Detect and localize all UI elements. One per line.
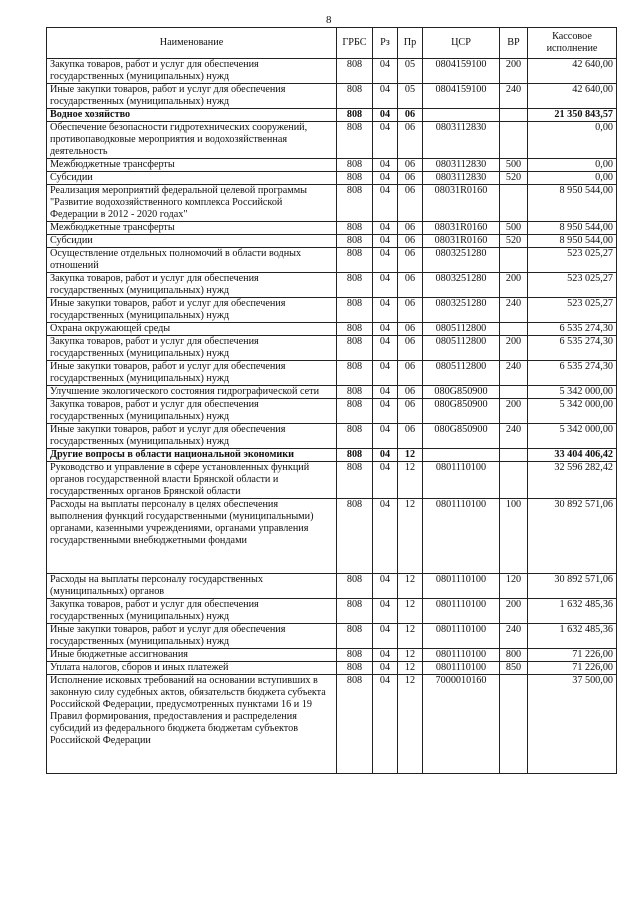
cell-csr: 0801110100 xyxy=(423,624,500,649)
cell-vr: 100 xyxy=(500,499,528,574)
cell-rz: 04 xyxy=(373,159,398,172)
cell-vr xyxy=(500,449,528,462)
table-row xyxy=(47,499,617,574)
cell-name: Иные закупки товаров, работ и услуг для обеспечения государственных (муниципальных) нужд xyxy=(47,624,337,649)
header-csr: ЦСР xyxy=(423,28,500,59)
cell-grbs: 808 xyxy=(337,159,373,172)
cell-amount: 37 500,00 xyxy=(528,675,617,774)
cell-amount: 6 535 274,30 xyxy=(528,323,617,336)
cell-grbs: 808 xyxy=(337,361,373,386)
cell-vr: 500 xyxy=(500,222,528,235)
cell-rz: 04 xyxy=(373,662,398,675)
cell-rz: 04 xyxy=(373,449,398,462)
cell-amount: 6 535 274,30 xyxy=(528,336,617,361)
cell-rz: 04 xyxy=(373,323,398,336)
cell-grbs: 808 xyxy=(337,662,373,675)
cell-rz: 04 xyxy=(373,624,398,649)
cell-pr: 06 xyxy=(398,361,423,386)
cell-csr: 080G850900 xyxy=(423,386,500,399)
cell-amount: 30 892 571,06 xyxy=(528,499,617,574)
cell-name: Охрана окружающей среды xyxy=(47,323,337,336)
cell-name: Иные закупки товаров, работ и услуг для обеспечения государственных (муниципальных) нужд xyxy=(47,298,337,323)
cell-amount: 1 632 485,36 xyxy=(528,599,617,624)
cell-vr: 520 xyxy=(500,235,528,248)
cell-grbs: 808 xyxy=(337,499,373,574)
cell-name: Водное хозяйство xyxy=(47,109,337,122)
cell-rz: 04 xyxy=(373,574,398,599)
table-row xyxy=(47,159,617,172)
cell-pr: 06 xyxy=(398,424,423,449)
cell-pr: 06 xyxy=(398,399,423,424)
cell-vr: 120 xyxy=(500,574,528,599)
cell-name: Иные закупки товаров, работ и услуг для обеспечения государственных (муниципальных) нужд xyxy=(47,84,337,109)
cell-grbs: 808 xyxy=(337,273,373,298)
cell-grbs: 808 xyxy=(337,462,373,499)
cell-name: Исполнение исковых требований на основании вступивших в законную силу судебных актов, обязательств бюджета субъекта Российской Федерации, предусмотренных пунктами 16 и 19 Правил формирования, предоставления и распределения субсидий из федерального бюджета бюджетам субъектов Российской Федерации xyxy=(47,675,337,774)
cell-pr: 06 xyxy=(398,336,423,361)
table-row xyxy=(47,361,617,386)
cell-name: Субсидии xyxy=(47,172,337,185)
cell-vr: 240 xyxy=(500,424,528,449)
cell-rz: 04 xyxy=(373,361,398,386)
cell-name: Закупка товаров, работ и услуг для обеспечения государственных (муниципальных) нужд xyxy=(47,399,337,424)
cell-vr xyxy=(500,248,528,273)
table-row xyxy=(47,399,617,424)
table-row xyxy=(47,122,617,159)
cell-vr xyxy=(500,185,528,222)
cell-pr: 12 xyxy=(398,662,423,675)
cell-rz: 04 xyxy=(373,599,398,624)
cell-csr: 0803251280 xyxy=(423,298,500,323)
table-row xyxy=(47,323,617,336)
cell-vr: 800 xyxy=(500,649,528,662)
cell-rz: 04 xyxy=(373,185,398,222)
header-name: Наименование xyxy=(47,28,337,59)
cell-grbs: 808 xyxy=(337,386,373,399)
cell-amount: 30 892 571,06 xyxy=(528,574,617,599)
cell-grbs: 808 xyxy=(337,248,373,273)
cell-name: Расходы на выплаты персоналу в целях обеспечения выполнения функций государственными (муниципальными) органами, казенными учреждениями, органами управления государственными внебюджетными фондами xyxy=(47,499,337,574)
cell-name: Закупка товаров, работ и услуг для обеспечения государственных (муниципальных) нужд xyxy=(47,336,337,361)
cell-csr: 0801110100 xyxy=(423,649,500,662)
table-row xyxy=(47,336,617,361)
table-row xyxy=(47,235,617,248)
cell-pr: 05 xyxy=(398,59,423,84)
cell-name: Уплата налогов, сборов и иных платежей xyxy=(47,662,337,675)
cell-grbs: 808 xyxy=(337,424,373,449)
cell-name: Межбюджетные трансферты xyxy=(47,159,337,172)
budget-table xyxy=(46,27,617,774)
cell-vr: 240 xyxy=(500,298,528,323)
table-row xyxy=(47,386,617,399)
cell-grbs: 808 xyxy=(337,574,373,599)
table-row xyxy=(47,172,617,185)
header-amount: Кассовое исполнение xyxy=(528,28,617,59)
cell-vr xyxy=(500,109,528,122)
cell-pr: 06 xyxy=(398,109,423,122)
cell-csr: 0803112830 xyxy=(423,159,500,172)
cell-name: Улучшение экологического состояния гидрографической сети xyxy=(47,386,337,399)
cell-csr: 08031R0160 xyxy=(423,222,500,235)
cell-amount: 42 640,00 xyxy=(528,84,617,109)
cell-amount: 71 226,00 xyxy=(528,662,617,675)
cell-csr: 080G850900 xyxy=(423,399,500,424)
cell-csr: 0801110100 xyxy=(423,662,500,675)
cell-amount: 0,00 xyxy=(528,122,617,159)
page-number: 8 xyxy=(326,14,332,26)
cell-rz: 04 xyxy=(373,109,398,122)
cell-pr: 06 xyxy=(398,248,423,273)
table-row xyxy=(47,462,617,499)
cell-amount: 5 342 000,00 xyxy=(528,399,617,424)
cell-grbs: 808 xyxy=(337,298,373,323)
cell-rz: 04 xyxy=(373,298,398,323)
cell-grbs: 808 xyxy=(337,109,373,122)
cell-rz: 04 xyxy=(373,235,398,248)
cell-rz: 04 xyxy=(373,386,398,399)
cell-csr: 0801110100 xyxy=(423,574,500,599)
cell-pr: 12 xyxy=(398,649,423,662)
cell-vr: 240 xyxy=(500,624,528,649)
cell-amount: 0,00 xyxy=(528,159,617,172)
table-row xyxy=(47,273,617,298)
cell-amount: 21 350 843,57 xyxy=(528,109,617,122)
table-row xyxy=(47,185,617,222)
cell-grbs: 808 xyxy=(337,675,373,774)
cell-pr: 06 xyxy=(398,185,423,222)
header-vr: ВР xyxy=(500,28,528,59)
cell-csr: 0803112830 xyxy=(423,122,500,159)
cell-grbs: 808 xyxy=(337,59,373,84)
cell-rz: 04 xyxy=(373,122,398,159)
cell-amount: 5 342 000,00 xyxy=(528,424,617,449)
cell-csr: 0803112830 xyxy=(423,172,500,185)
cell-rz: 04 xyxy=(373,399,398,424)
cell-vr: 200 xyxy=(500,599,528,624)
cell-amount: 32 596 282,42 xyxy=(528,462,617,499)
cell-rz: 04 xyxy=(373,172,398,185)
cell-amount: 71 226,00 xyxy=(528,649,617,662)
header-pr: Пр xyxy=(398,28,423,59)
cell-vr: 200 xyxy=(500,273,528,298)
cell-amount: 8 950 544,00 xyxy=(528,185,617,222)
cell-pr: 12 xyxy=(398,624,423,649)
cell-grbs: 808 xyxy=(337,235,373,248)
cell-pr: 12 xyxy=(398,574,423,599)
cell-pr: 06 xyxy=(398,122,423,159)
cell-amount: 6 535 274,30 xyxy=(528,361,617,386)
cell-name: Межбюджетные трансферты xyxy=(47,222,337,235)
cell-pr: 06 xyxy=(398,222,423,235)
cell-csr: 0801110100 xyxy=(423,499,500,574)
cell-grbs: 808 xyxy=(337,122,373,159)
cell-amount: 0,00 xyxy=(528,172,617,185)
cell-grbs: 808 xyxy=(337,185,373,222)
cell-pr: 12 xyxy=(398,675,423,774)
cell-vr xyxy=(500,323,528,336)
cell-amount: 8 950 544,00 xyxy=(528,222,617,235)
header-grbs: ГРБС xyxy=(337,28,373,59)
header-rz: Рз xyxy=(373,28,398,59)
cell-pr: 06 xyxy=(398,172,423,185)
cell-pr: 12 xyxy=(398,599,423,624)
cell-csr: 0801110100 xyxy=(423,599,500,624)
cell-grbs: 808 xyxy=(337,323,373,336)
cell-pr: 12 xyxy=(398,462,423,499)
cell-grbs: 808 xyxy=(337,649,373,662)
cell-csr: 08031R0160 xyxy=(423,235,500,248)
cell-vr: 850 xyxy=(500,662,528,675)
cell-rz: 04 xyxy=(373,424,398,449)
cell-rz: 04 xyxy=(373,222,398,235)
cell-grbs: 808 xyxy=(337,222,373,235)
cell-amount: 42 640,00 xyxy=(528,59,617,84)
cell-csr: 0803251280 xyxy=(423,248,500,273)
cell-pr: 06 xyxy=(398,273,423,298)
cell-name: Реализация мероприятий федеральной целевой программы "Развитие водохозяйственного комплекса Российской Федерации в 2012 - 2020 годах" xyxy=(47,185,337,222)
cell-rz: 04 xyxy=(373,675,398,774)
cell-csr: 0803251280 xyxy=(423,273,500,298)
cell-csr: 080G850900 xyxy=(423,424,500,449)
cell-name: Субсидии xyxy=(47,235,337,248)
table-row xyxy=(47,59,617,84)
table-row xyxy=(47,109,617,122)
cell-grbs: 808 xyxy=(337,399,373,424)
cell-rz: 04 xyxy=(373,59,398,84)
cell-vr xyxy=(500,386,528,399)
cell-amount: 1 632 485,36 xyxy=(528,624,617,649)
cell-amount: 33 404 406,42 xyxy=(528,449,617,462)
cell-rz: 04 xyxy=(373,248,398,273)
cell-pr: 12 xyxy=(398,449,423,462)
cell-name: Руководство и управление в сфере установленных функций органов государственной власти Брянской области и государственных органов Брянской области xyxy=(47,462,337,499)
cell-csr xyxy=(423,449,500,462)
cell-grbs: 808 xyxy=(337,624,373,649)
cell-vr xyxy=(500,462,528,499)
cell-csr: 08031R0160 xyxy=(423,185,500,222)
cell-vr: 240 xyxy=(500,361,528,386)
cell-grbs: 808 xyxy=(337,449,373,462)
cell-amount: 523 025,27 xyxy=(528,273,617,298)
cell-pr: 06 xyxy=(398,235,423,248)
cell-csr: 0805112800 xyxy=(423,361,500,386)
cell-csr xyxy=(423,109,500,122)
cell-rz: 04 xyxy=(373,84,398,109)
cell-name: Осуществление отдельных полномочий в области водных отношений xyxy=(47,248,337,273)
header-row xyxy=(47,28,617,59)
cell-amount: 8 950 544,00 xyxy=(528,235,617,248)
cell-name: Расходы на выплаты персоналу государственных (муниципальных) органов xyxy=(47,574,337,599)
cell-name: Закупка товаров, работ и услуг для обеспечения государственных (муниципальных) нужд xyxy=(47,59,337,84)
table-row xyxy=(47,222,617,235)
cell-rz: 04 xyxy=(373,273,398,298)
cell-name: Иные бюджетные ассигнования xyxy=(47,649,337,662)
cell-pr: 06 xyxy=(398,298,423,323)
cell-name: Иные закупки товаров, работ и услуг для обеспечения государственных (муниципальных) нужд xyxy=(47,424,337,449)
cell-pr: 06 xyxy=(398,159,423,172)
cell-csr: 0801110100 xyxy=(423,462,500,499)
cell-csr: 0805112800 xyxy=(423,336,500,361)
cell-vr: 520 xyxy=(500,172,528,185)
cell-vr: 200 xyxy=(500,399,528,424)
cell-csr: 0805112800 xyxy=(423,323,500,336)
table-row xyxy=(47,248,617,273)
cell-vr: 240 xyxy=(500,84,528,109)
cell-grbs: 808 xyxy=(337,172,373,185)
cell-rz: 04 xyxy=(373,499,398,574)
cell-grbs: 808 xyxy=(337,84,373,109)
table-row xyxy=(47,599,617,624)
cell-name: Закупка товаров, работ и услуг для обеспечения государственных (муниципальных) нужд xyxy=(47,273,337,298)
cell-amount: 523 025,27 xyxy=(528,248,617,273)
cell-grbs: 808 xyxy=(337,336,373,361)
table-row xyxy=(47,84,617,109)
cell-rz: 04 xyxy=(373,336,398,361)
cell-rz: 04 xyxy=(373,462,398,499)
table-row xyxy=(47,675,617,774)
table-row xyxy=(47,662,617,675)
cell-vr: 500 xyxy=(500,159,528,172)
table-row xyxy=(47,449,617,462)
table-row xyxy=(47,649,617,662)
cell-vr xyxy=(500,122,528,159)
cell-pr: 06 xyxy=(398,323,423,336)
cell-name: Другие вопросы в области национальной экономики xyxy=(47,449,337,462)
table-row xyxy=(47,624,617,649)
table-row xyxy=(47,574,617,599)
cell-name: Обеспечение безопасности гидротехнических сооружений, противопаводковые мероприятия и водохозяйственная деятельность xyxy=(47,122,337,159)
cell-amount: 5 342 000,00 xyxy=(528,386,617,399)
table-row xyxy=(47,298,617,323)
table-body xyxy=(47,59,617,774)
cell-rz: 04 xyxy=(373,649,398,662)
cell-pr: 06 xyxy=(398,386,423,399)
cell-amount: 523 025,27 xyxy=(528,298,617,323)
cell-pr: 05 xyxy=(398,84,423,109)
cell-pr: 12 xyxy=(398,499,423,574)
cell-grbs: 808 xyxy=(337,599,373,624)
table-row xyxy=(47,424,617,449)
cell-csr: 0804159100 xyxy=(423,84,500,109)
cell-name: Закупка товаров, работ и услуг для обеспечения государственных (муниципальных) нужд xyxy=(47,599,337,624)
cell-csr: 7000010160 xyxy=(423,675,500,774)
cell-vr xyxy=(500,675,528,774)
cell-csr: 0804159100 xyxy=(423,59,500,84)
cell-vr: 200 xyxy=(500,59,528,84)
cell-vr: 200 xyxy=(500,336,528,361)
cell-name: Иные закупки товаров, работ и услуг для обеспечения государственных (муниципальных) нужд xyxy=(47,361,337,386)
